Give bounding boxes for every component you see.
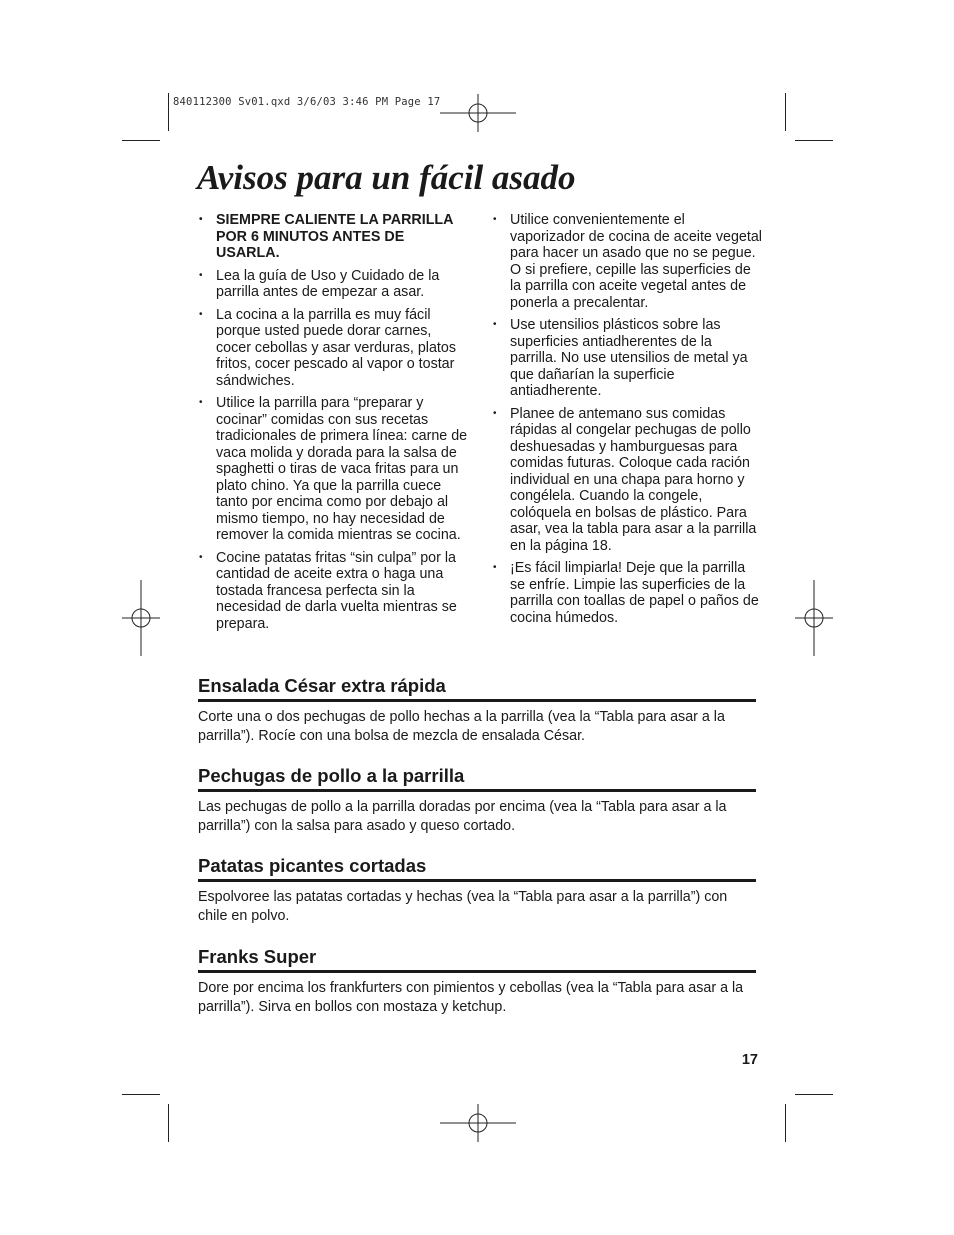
list-item	[492, 560, 762, 626]
list-item-text: Cocine patatas fritas “sin culpa” por la cantidad de aceite extra o haga una tostada francesa perfecta sin la necesidad de darla vuelta mientras se prepara.	[216, 549, 457, 632]
list-item	[492, 317, 762, 400]
section-body: Espolvoree las patatas cortadas y hechas (vea la “Tabla para asar a la parrilla”) con chile en polvo.	[198, 889, 728, 924]
section-heading: Ensalada César extra rápida	[198, 675, 756, 702]
bullet-icon: •	[199, 397, 203, 408]
page-number: 17	[741, 1052, 758, 1068]
recipe-section	[198, 765, 756, 835]
registration-mark-icon	[122, 580, 160, 656]
page-title: Avisos para un fácil asado	[197, 158, 576, 197]
list-item-text: Use utensilios plásticos sobre las superficies antiadherentes de la parrilla. No use utensilios de metal ya que dañarían la superficie antiadherente.	[510, 317, 748, 399]
registration-mark-icon	[440, 1104, 516, 1142]
bullet-icon: •	[199, 214, 203, 225]
list-item-text: Utilice la parrilla para “preparar y cocinar” comidas con sus recetas tradicionales de primera línea: carne de vaca molida y dorada para la salsa de spaghetti o tiras de vaca fritas para un plato chino. Ya que la parrilla cuece tanto por encima como por debajo al mismo tiempo, no hay necesidad de remover la comida mientras se cocina.	[216, 395, 468, 543]
list-item-text: SIEMPRE CALIENTE LA PARRILLA POR 6 MINUTOS ANTES DE USARLA.	[216, 212, 453, 261]
list-item	[198, 212, 468, 262]
tips-list-left	[198, 212, 468, 638]
list-item-text: La cocina a la parrilla es muy fácil porque usted puede dorar carnes, cocer cebollas y asar verduras, platos fritos, cocer pescado al vapor o tostar sándwiches.	[216, 306, 456, 389]
registration-mark-icon	[795, 580, 833, 656]
bullet-icon: •	[493, 562, 497, 573]
bullet-icon: •	[199, 551, 203, 563]
section-heading: Franks Super	[198, 946, 756, 973]
bullet-icon: •	[199, 269, 203, 281]
recipe-section	[198, 855, 756, 925]
section-body: Dore por encima los frankfurters con pimientos y cebollas (vea la “Tabla para asar a la parrilla”). Sirva en bollos con mostaza y ketchup.	[198, 980, 744, 1015]
section-heading: Pechugas de pollo a la parrilla	[198, 765, 756, 792]
tips-list-right	[492, 212, 762, 632]
list-item-text: Lea la guía de Uso y Cuidado de la parrilla antes de empezar a asar.	[216, 267, 440, 300]
list-item-text: ¡Es fácil limpiarla! Deje que la parrilla se enfríe. Limpie las superficies de la parrilla con toallas de papel o paños de cocina húmedos.	[510, 560, 759, 626]
bullet-icon: •	[493, 319, 497, 330]
list-item-text: Planee de antemano sus comidas rápidas al congelar pechugas de pollo deshuesadas y hamburguesas para comidas futuras. Coloque cada ración individual en una chapa para horno y congélela. Cuando la congele, colóquela en bolsas de plástico. Para asar, vea la tabla para asar a la parrilla en la página 18.	[510, 405, 757, 554]
section-body: Las pechugas de pollo a la parrilla doradas por encima (vea la “Tabla para asar a la parrilla”) con la salsa para asado y queso cortado.	[198, 799, 727, 834]
section-heading: Patatas picantes cortadas	[198, 855, 756, 882]
recipe-section	[198, 675, 756, 745]
list-item	[198, 550, 468, 633]
registration-mark-icon	[440, 94, 516, 132]
list-item	[198, 307, 468, 390]
list-item	[198, 268, 468, 301]
list-item-text: Utilice convenientemente el vaporizador de cocina de aceite vegetal para hacer un asado que no se pegue. O si prefiere, cepille las superficies de la parrilla con aceite vegetal antes de ponerla a precalentar.	[510, 212, 762, 311]
bullet-icon: •	[199, 308, 203, 320]
bullet-icon: •	[493, 214, 497, 225]
bullet-icon: •	[493, 407, 497, 419]
section-body: Corte una o dos pechugas de pollo hechas a la parrilla (vea la “Tabla para asar a la parrilla”). Rocíe con una bolsa de mezcla de ensalada César.	[198, 709, 725, 744]
list-item	[198, 395, 468, 544]
recipe-section	[198, 946, 756, 1016]
printer-slug: 840112300 Sv01.qxd 3/6/03 3:46 PM Page 17	[173, 96, 441, 108]
list-item	[492, 212, 762, 311]
list-item	[492, 406, 762, 555]
